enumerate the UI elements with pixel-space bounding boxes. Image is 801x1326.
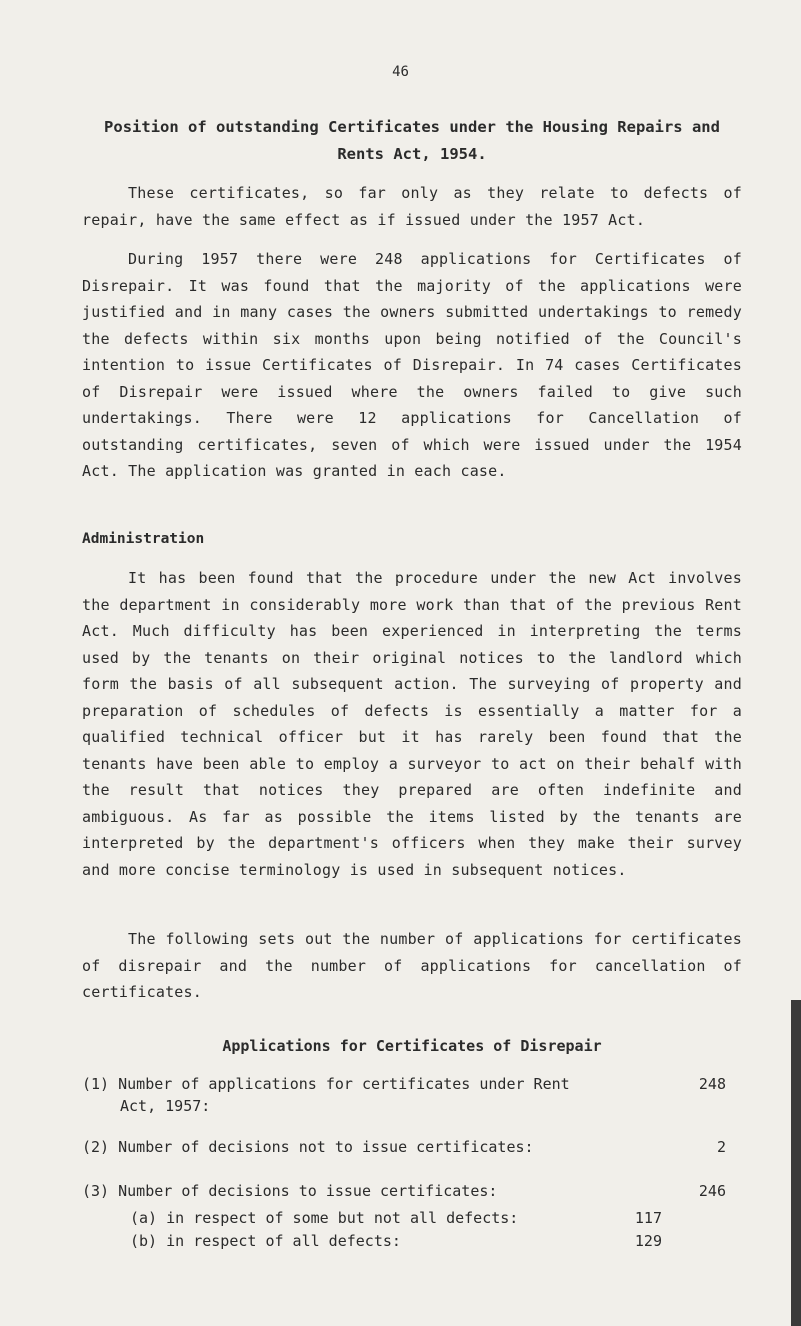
row-value: 246 <box>698 1182 726 1200</box>
subrow-label: (a) in respect of some but not all defects: <box>130 1209 519 1227</box>
row-value: 248 <box>698 1075 726 1093</box>
page-title: Position of outstanding Certificates under the Housing Repairs and Rents Act, 1954. <box>104 118 720 163</box>
subrow-value: 129 <box>634 1232 662 1250</box>
subrow-value: 117 <box>634 1209 662 1227</box>
section-heading-administration: Administration <box>82 531 205 547</box>
table-title: Applications for Certificates of Disrepair <box>222 1037 602 1055</box>
paragraph-following-sets-out: The following sets out the number of applications for certificates of disrepair and the number of applications for cancellation of certificates. <box>82 930 742 1001</box>
row-label-continuation: Act, 1957: <box>120 1097 211 1115</box>
row-value: 2 <box>716 1138 726 1156</box>
paragraph-applications-1957: During 1957 there were 248 applications for Certificates of Disrepair. It was found that the majority of the applications were justified and in many cases the owners submitted undertakings to remedy the defects within six months upon being notified of the Council's intention to issue Certificates of Disrepair. In 74 cases Certificates of Disrepair were issued where the owners failed to give such undertakings. There were 12 applications for Cancellation of outstanding certificates, seven of which were issued under the 1954 Act. The application was granted in each case. <box>82 250 742 480</box>
subrow-label: (b) in respect of all defects: <box>130 1232 401 1250</box>
row-label: (1) Number of applications for certificates under Rent <box>82 1075 570 1093</box>
page-edge-shadow <box>791 1000 801 1326</box>
paragraph-administration: It has been found that the procedure under the new Act involves the department in considerably more work than that of the previous Rent Act. Much difficulty has been experienced in interpreting the terms used by the tenants on their original notices to the landlord which form the basis of all subsequent action. The surveying of property and preparation of schedules of defects is essentially a matter for a qualified technical officer but it has rarely been found that the tenants have been able to employ a surveyor to act on their behalf with the result that notices they prepared are often indefinite and ambiguous. As far as possible the items listed by the tenants are interpreted by the department's officers when they make their survey and more concise terminology is used in subsequent notices. <box>82 569 742 879</box>
row-label: (2) Number of decisions not to issue certificates: <box>82 1138 534 1156</box>
paragraph-certificates-effect: These certificates, so far only as they relate to defects of repair, have the same effect as if issued under the 1957 Act. <box>82 184 742 229</box>
page-number: 46 <box>392 64 409 80</box>
row-label: (3) Number of decisions to issue certificates: <box>82 1182 498 1200</box>
